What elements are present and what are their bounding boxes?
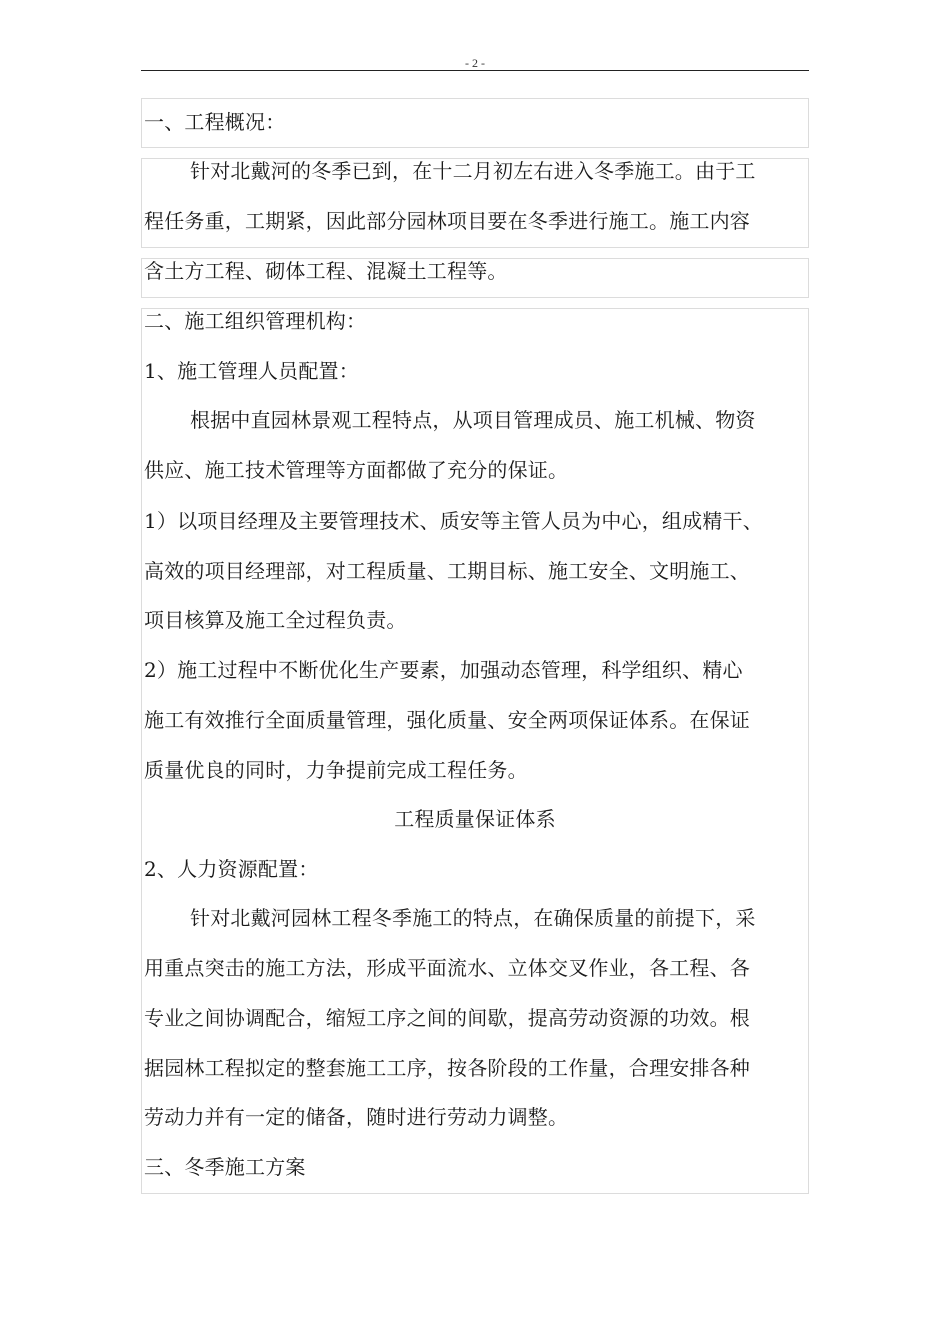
paragraph-line: 用重点突击的施工方法，形成平面流水、立体交叉作业，各工程、各 xyxy=(144,956,750,980)
paragraph-line: 程任务重，工期紧，因此部分园林项目要在冬季进行施工。施工内容 xyxy=(144,209,750,233)
section-heading: 一、工程概况： xyxy=(144,110,286,134)
paragraph-line: 含土方工程、砌体工程、混凝土工程等。 xyxy=(144,259,508,283)
list-item-line: 1）以项目经理及主要管理技术、质安等主管人员为中心，组成精干、 xyxy=(144,509,763,533)
list-item-line: 高效的项目经理部，对工程质量、工期目标、施工安全、文明施工、 xyxy=(144,559,750,583)
list-item-line: 项目核算及施工全过程负责。 xyxy=(144,608,407,632)
subsection-heading: 1、施工管理人员配置： xyxy=(144,359,359,383)
section-heading: 二、施工组织管理机构： xyxy=(144,309,367,333)
paragraph-line: 劳动力并有一定的储备，随时进行劳动力调整。 xyxy=(144,1105,569,1129)
paragraph-line: 据园林工程拟定的整套施工工序，按各阶段的工作量，合理安排各种 xyxy=(144,1056,750,1080)
subsection-heading: 2、人力资源配置： xyxy=(144,857,319,881)
paragraph-line: 针对北戴河的冬季已到，在十二月初左右进入冬季施工。由于工 xyxy=(190,159,756,183)
list-item-line: 施工有效推行全面质量管理，强化质量、安全两项保证体系。在保证 xyxy=(144,708,750,732)
header-rule xyxy=(141,70,809,71)
section-heading: 三、冬季施工方案 xyxy=(144,1155,306,1179)
list-item-line: 质量优良的同时，力争提前完成工程任务。 xyxy=(144,758,528,782)
paragraph-line: 针对北戴河园林工程冬季施工的特点，在确保质量的前提下，采 xyxy=(190,906,756,930)
paragraph-line: 专业之间协调配合，缩短工序之间的间歇，提高劳动资源的功效。根 xyxy=(144,1006,750,1030)
list-item-line: 2）施工过程中不断优化生产要素，加强动态管理，科学组织、精心 xyxy=(144,658,743,682)
paragraph-line: 根据中直园林景观工程特点，从项目管理成员、施工机械、物资 xyxy=(190,408,756,432)
page-number: - 2 - xyxy=(465,56,485,70)
figure-caption: 工程质量保证体系 xyxy=(394,807,556,831)
paragraph-line: 供应、施工技术管理等方面都做了充分的保证。 xyxy=(144,458,569,482)
